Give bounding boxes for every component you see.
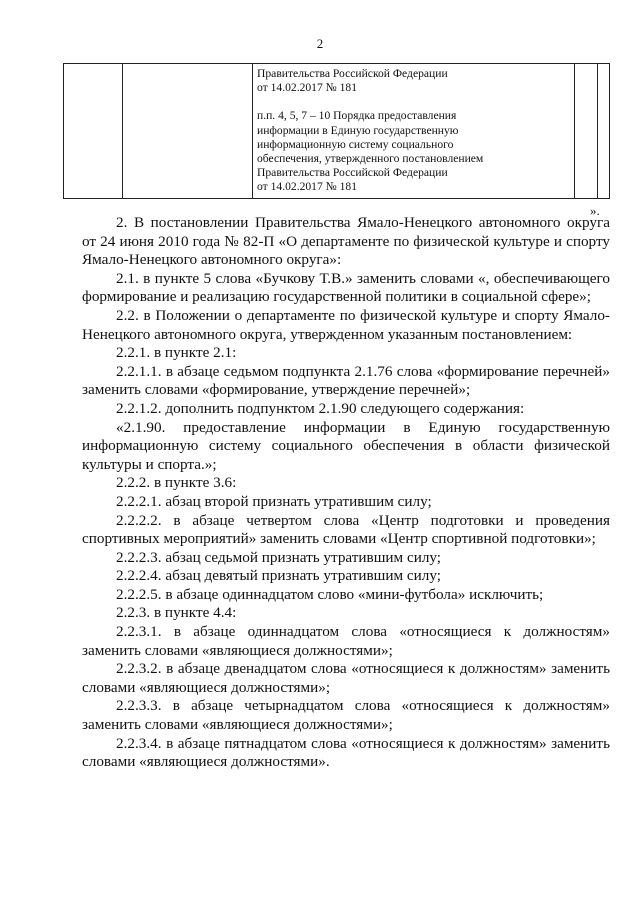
- closing-quote: ».: [590, 203, 600, 218]
- table-cell-line: информации в Единую государственную: [257, 123, 459, 137]
- table-cell-line: п.п. 4, 5, 7 – 10 Порядка предоставления: [257, 109, 457, 123]
- paragraph: 2.2.2.4. абзац девятый признать утратившим силу;: [116, 567, 441, 585]
- table-column-divider: [574, 64, 575, 198]
- table-cell-text: [257, 67, 569, 195]
- paragraph: 2.2.2.1. абзац второй признать утратившим силу;: [116, 492, 432, 510]
- paragraph: 2.2. в Положении о департаменте по физической культуре и спорту Ямало-Ненецкого автономного округа, утвержденном указанным постановлением:: [82, 306, 610, 343]
- table-cell-line: Правительства Российской Федерации: [257, 166, 448, 180]
- table-cell-line: от 14.02.2017 № 181: [257, 180, 358, 194]
- page-number: 2: [316, 36, 324, 51]
- table-column-divider: [252, 64, 253, 198]
- paragraph: 2.2.1.2. дополнить подпунктом 2.1.90 следующего содержания:: [116, 399, 525, 417]
- paragraph: 2.2.3.1. в абзаце одиннадцатом слова «относящиеся к должностям» заменить словами «являющиеся должностями»;: [82, 623, 610, 659]
- document-table-fragment: [63, 63, 610, 199]
- table-cell-line: обеспечения, утвержденного постановлением: [257, 152, 484, 166]
- paragraph: 2. В постановлении Правительства Ямало-Ненецкого автономного округа от 24 июня 2010 года № 82-П «О департаменте по физической культуре и спорту Ямало-Ненецкого автономного округа»:: [82, 214, 610, 269]
- paragraph: 2.2.2. в пункте 3.6:: [116, 474, 237, 492]
- paragraph: 2.1. в пункте 5 слова «Бучкову Т.В.» заменить словами «, обеспечивающего формирование и реализацию государственной политики в социальной сфере»;: [82, 269, 610, 306]
- table-column-divider: [597, 64, 598, 198]
- table-column-divider: [122, 64, 123, 198]
- table-cell-line: информационную систему социального: [257, 137, 454, 151]
- paragraph: 2.2.3.4. в абзаце пятнадцатом слова «относящиеся к должностям» заменить словами «являющиеся должностями».: [82, 734, 610, 771]
- paragraph: 2.2.3. в пункте 4.4:: [116, 604, 237, 622]
- paragraph: 2.2.2.3. абзац седьмой признать утратившим силу;: [116, 548, 442, 566]
- body-text: [82, 214, 610, 772]
- table-cell-line: Правительства Российской Федерации: [257, 67, 448, 80]
- paragraph: 2.2.2.5. в абзаце одиннадцатом слово «мини-футбола» исключить;: [116, 585, 544, 603]
- paragraph: 2.2.3.3. в абзаце четырнадцатом слова «относящиеся к должностям» заменить словами «являющиеся должностями»;: [82, 697, 610, 734]
- paragraph: 2.2.2.2. в абзаце четвертом слова «Центр подготовки и проведения спортивных мероприятий» заменить словами «Центр спортивной подготовки»;: [82, 511, 610, 548]
- paragraph: «2.1.90. предоставление информации в Единую государственную информационную систему социального обеспечения в области физической культуры и спорта.»;: [82, 418, 610, 473]
- paragraph: 2.2.3.2. в абзаце двенадцатом слова «относящиеся к должностям» заменить словами «являющиеся должностями»;: [82, 660, 610, 696]
- paragraph: 2.2.1. в пункте 2.1:: [116, 344, 237, 362]
- paragraph: 2.2.1.1. в абзаце седьмом подпункта 2.1.76 слова «формирование перечней» заменить словами «формирование, утверждение перечней»;: [82, 362, 610, 399]
- table-cell-line: от 14.02.2017 № 181: [257, 81, 358, 95]
